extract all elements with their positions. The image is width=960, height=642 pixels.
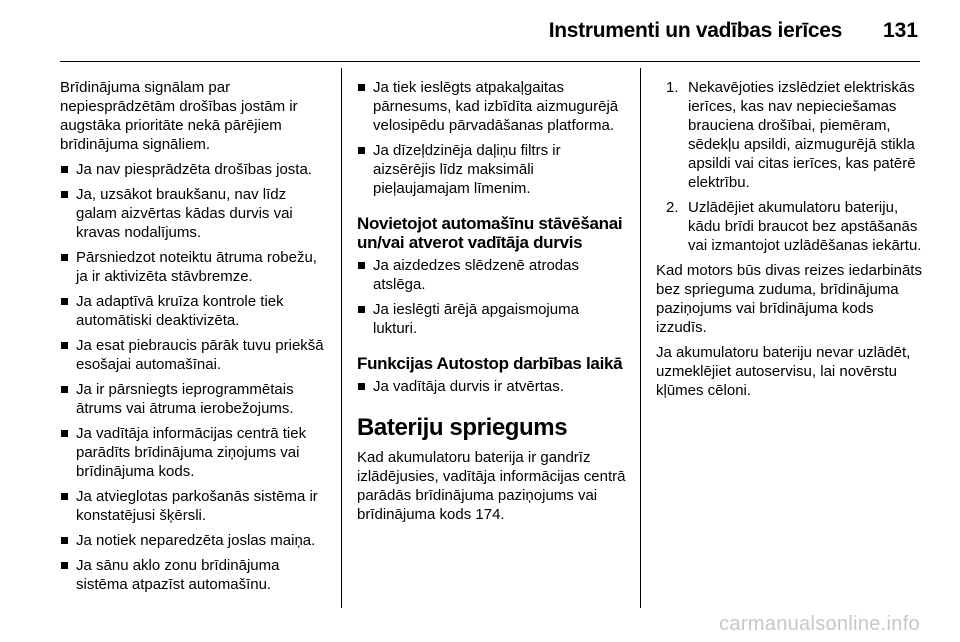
square-bullet-icon xyxy=(358,84,365,91)
battery-paragraph: Kad akumulatoru baterija ir gandrīz izlādējusies, vadītāja informācijas centrā parādās brīdinājuma paziņojums vai brīdinājuma kods 174. xyxy=(357,449,626,523)
column-1 xyxy=(60,78,330,600)
intro-paragraph: Brīdinājuma signālam par nepiesprādzētām drošības jostām ir augstāka prioritāte nekā pārējiem brīdinājuma signāliem. xyxy=(60,79,298,153)
step-text: Nekavējoties izslēdziet elektriskās ierīces, kas nav nepieciešamas brauciena drošībai, piemēram, sēdekļu apsildi, aizmugurējā stikla apsildi vai citas ierīces, kas patērē elektrību. xyxy=(688,79,916,191)
square-bullet-icon xyxy=(61,191,68,198)
page-header xyxy=(0,0,960,62)
list-item: Ja nav piesprādzēta drošības josta. xyxy=(60,160,330,179)
column-3 xyxy=(656,78,924,406)
list-item: Ja, uzsākot braukšanu, nav līdz galam aizvērtas kādas durvis vai kravas nodalījums. xyxy=(60,185,330,242)
step-item xyxy=(656,78,924,192)
list-item: Pārsniedzot noteiktu ātruma robežu, ja ir aktivizēta stāvbremze. xyxy=(60,248,330,286)
list-item: Ja ieslēgti ārējā apgaismojuma lukturi. xyxy=(357,300,627,338)
square-bullet-icon xyxy=(61,493,68,500)
header-divider xyxy=(60,61,920,62)
watermark: carmanualsonline.info xyxy=(719,613,920,635)
list-item: Ja atvieglotas parkošanās sistēma ir konstatējusi šķērsli. xyxy=(60,487,330,525)
list-item: Ja esat piebraucis pārāk tuvu priekšā esošajai automašīnai. xyxy=(60,336,330,374)
square-bullet-icon xyxy=(61,430,68,437)
square-bullet-icon xyxy=(358,306,365,313)
header-title: Instrumenti un vadības ierīces xyxy=(548,19,842,42)
list-item: Ja vadītāja durvis ir atvērtas. xyxy=(357,377,627,396)
column-2 xyxy=(357,78,627,530)
list-item: Ja notiek neparedzēta joslas maiņa. xyxy=(60,531,330,550)
square-bullet-icon xyxy=(61,537,68,544)
section-heading-battery: Bateriju spriegums xyxy=(357,414,568,441)
list-item: Ja aizdedzes slēdzenē atrodas atslēga. xyxy=(357,256,627,294)
paragraph-service: Ja akumulatoru bateriju nevar uzlādēt, uzmeklējiet autoservisu, lai novērstu kļūmes cēloni. xyxy=(656,344,911,399)
list-item: Ja ir pārsniegts ieprogrammētais ātrums vai ātruma ierobežojums. xyxy=(60,380,330,418)
square-bullet-icon xyxy=(61,342,68,349)
paragraph-engine-restart: Kad motors būs divas reizes iedarbināts bez sprieguma zuduma, brīdinājuma paziņojums vai brīdinājuma kods izzudīs. xyxy=(656,262,922,336)
square-bullet-icon xyxy=(61,562,68,569)
list-item: Ja dīzeļdzinēja daļiņu filtrs ir aizsērējis līdz maksimāli pieļaujamajam līmenim. xyxy=(357,141,627,198)
square-bullet-icon xyxy=(61,166,68,173)
square-bullet-icon xyxy=(61,254,68,261)
step-number: 1. xyxy=(666,79,679,96)
step-text: Uzlādējiet akumulatoru bateriju, kādu brīdi braucot bez apstāšanās vai izmantojot uzlādēšanas iekārtu. xyxy=(688,199,922,254)
list-item: Ja sānu aklo zonu brīdinājuma sistēma atpazīst automašīnu. xyxy=(60,556,330,594)
list-item: Ja adaptīvā kruīza kontrole tiek automātiski deaktivizēta. xyxy=(60,292,330,330)
autostop-bullet-list xyxy=(357,377,627,396)
square-bullet-icon xyxy=(358,147,365,154)
parking-bullet-list xyxy=(357,256,627,338)
section-heading-autostop: Funkcijas Autostop darbības laikā xyxy=(357,354,623,373)
column-divider-2 xyxy=(640,68,641,608)
numbered-steps xyxy=(656,78,924,255)
square-bullet-icon xyxy=(358,262,365,269)
square-bullet-icon xyxy=(61,298,68,305)
section-heading-parking: Novietojot automašīnu stāvēšanai un/vai atverot vadītāja durvis xyxy=(357,214,623,252)
list-item: Ja tiek ieslēgts atpakaļgaitas pārnesums, kad izbīdīta aizmugurējā velosipēdu pārvadāšanas platforma. xyxy=(357,78,627,135)
step-number: 2. xyxy=(666,199,679,216)
step-item xyxy=(656,198,924,255)
warning-bullet-list xyxy=(60,160,330,594)
page-number: 131 xyxy=(882,19,918,42)
list-item: Ja vadītāja informācijas centrā tiek parādīts brīdinājuma ziņojums vai brīdinājuma kods. xyxy=(60,424,330,481)
square-bullet-icon xyxy=(358,383,365,390)
warning-bullet-list-continued xyxy=(357,78,627,198)
column-divider-1 xyxy=(341,68,342,608)
square-bullet-icon xyxy=(61,386,68,393)
